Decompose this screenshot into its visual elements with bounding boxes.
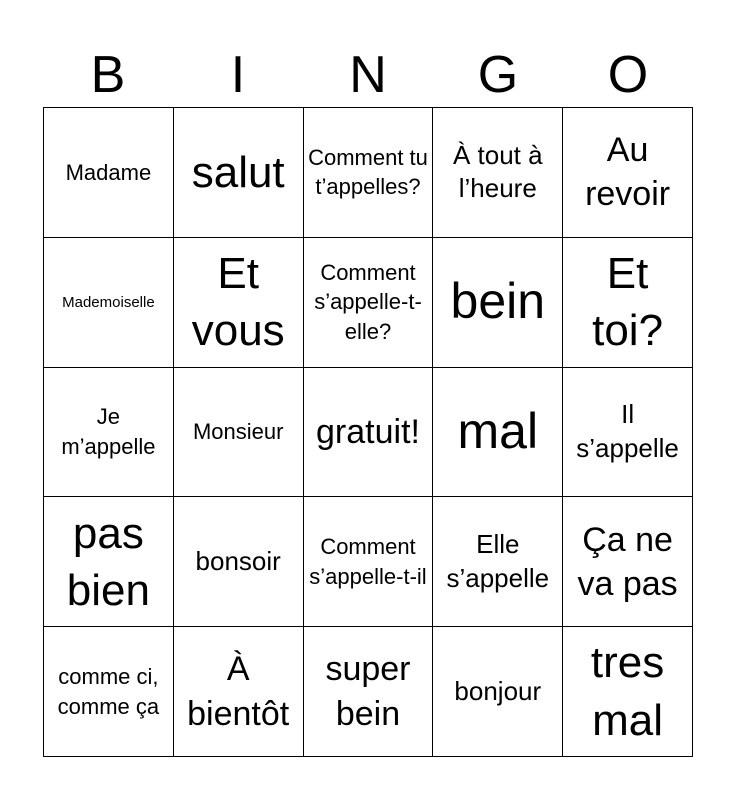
header-letter-o: O xyxy=(607,46,649,104)
bingo-cell[interactable]: gratuit! xyxy=(304,368,434,498)
bingo-cell[interactable]: super bein xyxy=(304,627,434,757)
header-letter-b: B xyxy=(90,46,126,104)
bingo-cell[interactable]: pas bien xyxy=(44,497,174,627)
bingo-cell[interactable]: mal xyxy=(433,368,563,498)
bingo-cell[interactable]: bonsoir xyxy=(174,497,304,627)
bingo-cell[interactable]: Je m’appelle xyxy=(44,368,174,498)
bingo-cell[interactable]: Comment s’appelle-t-il xyxy=(304,497,434,627)
bingo-grid xyxy=(43,107,693,757)
bingo-cell[interactable]: Comment tu t’appelles? xyxy=(304,108,434,238)
bingo-cell[interactable]: Et toi? xyxy=(563,238,693,368)
bingo-cell[interactable]: tres mal xyxy=(563,627,693,757)
bingo-cell[interactable]: Ça ne va pas xyxy=(563,497,693,627)
bingo-cell[interactable]: Comment s’appelle-t-elle? xyxy=(304,238,434,368)
bingo-cell[interactable]: À tout à l’heure xyxy=(433,108,563,238)
bingo-cell[interactable]: Monsieur xyxy=(174,368,304,498)
bingo-cell[interactable]: Madame xyxy=(44,108,174,238)
header-letter-g: G xyxy=(477,46,519,104)
bingo-cell[interactable]: Et vous xyxy=(174,238,304,368)
bingo-cell[interactable]: Au revoir xyxy=(563,108,693,238)
bingo-cell[interactable]: Mademoiselle xyxy=(44,238,174,368)
bingo-header xyxy=(43,44,693,106)
bingo-cell[interactable]: Il s’appelle xyxy=(563,368,693,498)
bingo-cell[interactable]: Elle s’appelle xyxy=(433,497,563,627)
bingo-cell[interactable]: bonjour xyxy=(433,627,563,757)
bingo-cell[interactable]: comme ci, comme ça xyxy=(44,627,174,757)
header-letter-i: I xyxy=(230,46,246,104)
bingo-cell[interactable]: bein xyxy=(433,238,563,368)
header-letter-n: N xyxy=(349,46,387,104)
bingo-cell[interactable]: À bientôt xyxy=(174,627,304,757)
bingo-cell[interactable]: salut xyxy=(174,108,304,238)
